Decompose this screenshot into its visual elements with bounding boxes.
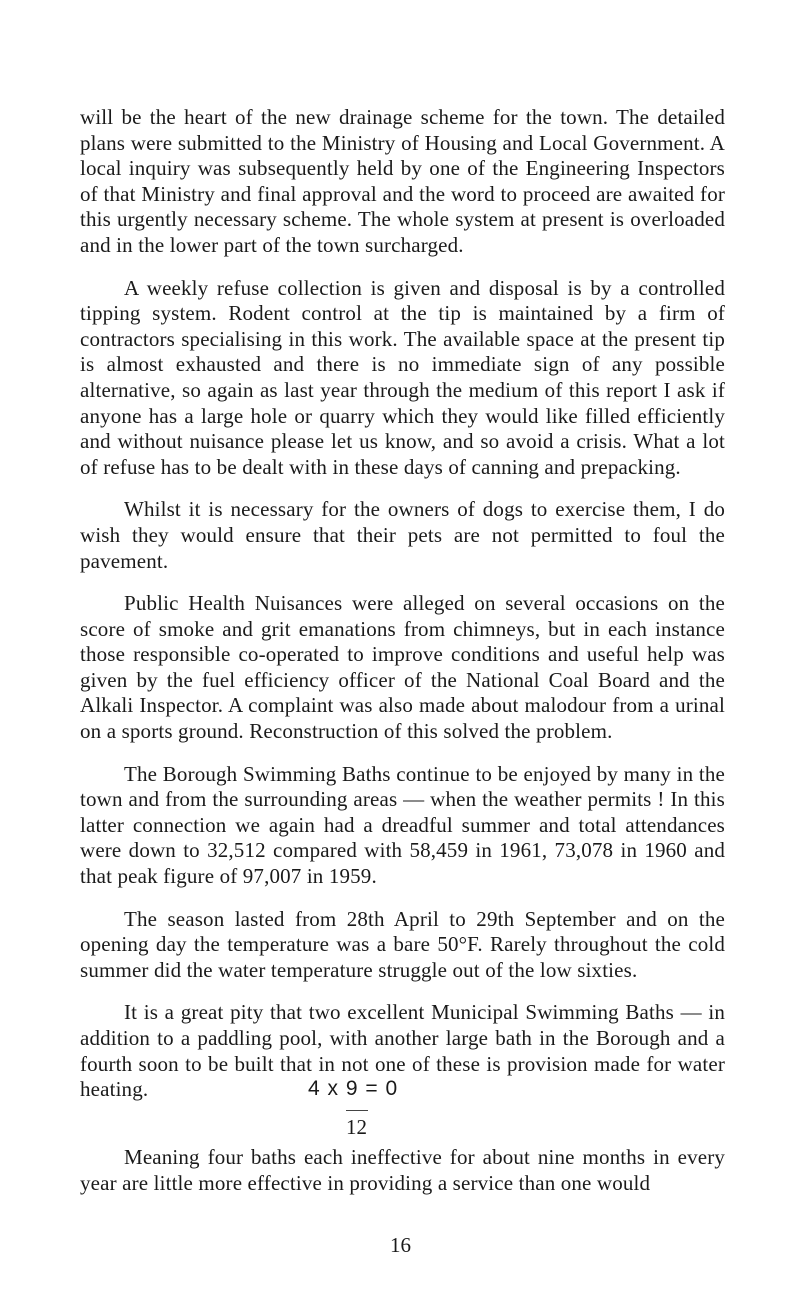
formula-fraction-rule [346,1110,368,1111]
paragraph-meaning: Meaning four baths each ineffective for about nine months in every year are little more effective in providing a service than one would [80,1145,725,1195]
paragraph-nuisances: Public Health Nuisances were alleged on several occasions on the score of smoke and grit emanations from chimneys, but in each instance those responsible co-operated to improve conditions and useful help was given by the fuel efficiency officer of the National Coal Board and the Alkali Inspector. A complaint was also made about malodour from a urinal on a sports ground. Reconstruction of this solved the problem. [80,591,725,744]
paragraph-dogs: Whilst it is necessary for the owners of dogs to exercise them, I do wish they would ensure that their pets are not permitted to foul the pavement. [80,497,725,573]
paragraph-water-heating: It is a great pity that two excellent Municipal Swimming Baths — in addition to a paddling pool, with another large bath in the Borough and a fourth soon to be built that in not one of these is provision made for water heating. [80,1000,725,1102]
paragraph-swimming-baths: The Borough Swimming Baths continue to be enjoyed by many in the town and from the surrounding areas — when the weather permits ! In this latter connection we again had a dreadful summer and total attendances were down to 32,512 compared with 58,459 in 1961, 73,078 in 1960 and that peak figure of 97,007 in 1959. [80,761,725,889]
paragraph-season: The season lasted from 28th April to 29th September and on the opening day the temperature was a bare 50°F. Rarely throughout the cold summer did the water temperature struggle out of the low sixties. [80,906,725,982]
formula-denominator: 12 [346,1115,367,1139]
closing-section [80,1145,725,1213]
document-body [80,105,725,1120]
formula-numerator: 4 x 9 = 0 [308,1077,399,1100]
paragraph-refuse-collection: A weekly refuse collection is given and disposal is by a controlled tipping system. Rodent control at the tip is maintained by a firm of contractors specialising in this work. The available space at the present tip is almost exhausted and there is no immediate sign of any possible alternative, so again as last year through the medium of this report I ask if anyone has a large hole or quarry which they would like filled efficiently and without nuisance please let us know, and so avoid a crisis. What a lot of refuse has to be dealt with in these days of canning and prepacking. [80,275,725,479]
paragraph-drainage: will be the heart of the new drainage scheme for the town. The detailed plans were submitted to the Ministry of Housing and Local Government. A local inquiry was subsequently held by one of the Engineering Inspectors of that Ministry and final approval and the word to proceed are awaited for this urgently necessary scheme. The whole system at present is overloaded and in the lower part of the town surcharged. [80,105,725,257]
page-number: 16 [390,1233,411,1257]
